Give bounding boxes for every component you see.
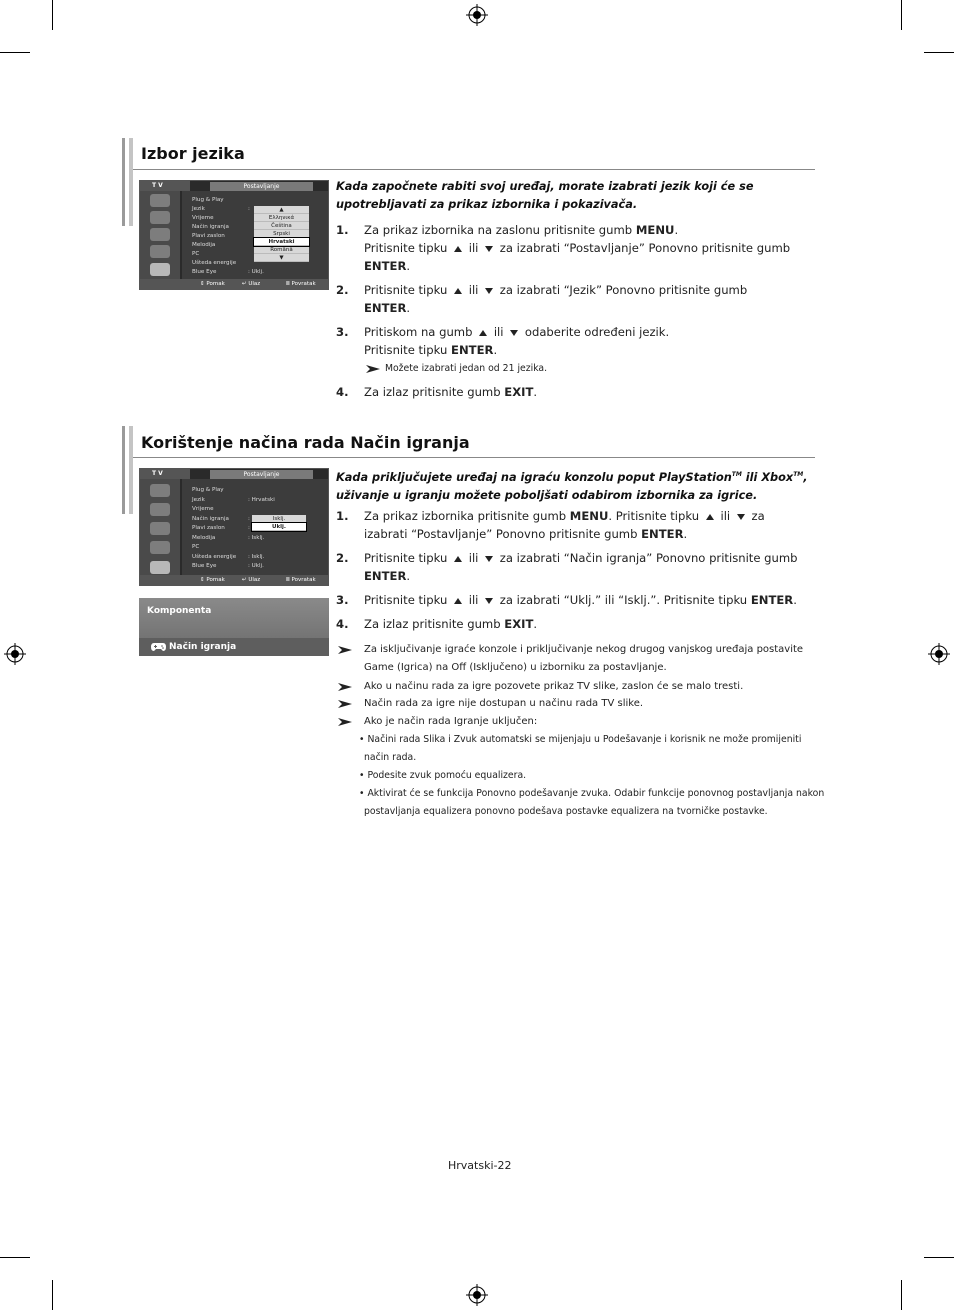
osd-row-label: Ušteda energije	[192, 260, 237, 266]
source-panel-title: Komponenta	[147, 606, 212, 616]
sound-icon	[150, 503, 170, 516]
bullet-text: • Aktivirat će se funkcija Ponovno podešavanje zvuka. Odabir funkcije ponovnog postavljanja nakon	[359, 788, 825, 799]
arrow-up-icon	[454, 556, 462, 562]
osd-menu-row	[192, 250, 199, 259]
osd-sidebar	[140, 191, 180, 281]
osd-row-label: PC	[192, 544, 200, 550]
step-text-line: Za izlaz pritisnite gumb EXIT.	[364, 385, 538, 399]
step-text-line: ENTER.	[364, 301, 411, 315]
bullet-text: • Načini rada Slika i Zvuk automatski se mijenjaju u Podešavanje i korisnik ne može promijeniti	[359, 734, 802, 745]
note-arrow-icon	[338, 716, 354, 734]
osd-menu-row	[192, 268, 264, 277]
osd-footer-move: ⇕ Pomak	[200, 281, 225, 287]
osd-row-label: Vrijeme	[192, 215, 214, 221]
step-text-line: Pritisnite tipku ili za izabrati “Postavljanje” Ponovno pritisnite gumb	[364, 241, 791, 255]
section-intro	[336, 178, 754, 214]
game-mode-dropdown	[252, 515, 306, 531]
note-arrow-icon	[338, 681, 354, 699]
arrow-down-icon	[737, 514, 745, 520]
osd-row-label: PC	[192, 251, 200, 257]
arrow-down-icon	[510, 330, 518, 336]
osd-footer-move: ⇕ Pomak	[200, 577, 225, 583]
osd-menu-row	[192, 562, 264, 571]
trademark: TM	[793, 471, 804, 478]
osd-menu-row	[192, 496, 275, 505]
registration-mark-icon	[466, 1284, 488, 1306]
osd-footer	[140, 575, 328, 585]
section-intro	[336, 466, 808, 505]
step-number: 1.	[336, 223, 349, 237]
setup-gear-icon	[150, 561, 170, 574]
step-text-line: Za prikaz izbornika na zaslonu pritisnite gumb MENU.	[364, 223, 679, 237]
osd-menu-row	[192, 259, 236, 268]
section-title: Korištenje načina rada Način igranja	[141, 433, 470, 452]
osd-row-label: Vrijeme	[192, 506, 214, 512]
registration-mark-icon	[4, 643, 26, 665]
dropdown-option: Uklj.	[252, 523, 306, 531]
osd-row-label: Plug & Play	[192, 487, 224, 493]
arrow-up-icon	[454, 246, 462, 252]
picture-icon	[150, 484, 170, 497]
osd-menu-row	[192, 196, 224, 205]
step-number: 3.	[336, 325, 349, 339]
button-name: ENTER	[451, 343, 494, 357]
note-text: Game (Igrica) na Off (Isključeno) u izborniku za postavljanje.	[364, 662, 667, 673]
osd-menu-row	[192, 553, 265, 562]
dropdown-option: Ελληνικά	[254, 214, 309, 222]
section-rule	[133, 457, 815, 458]
arrow-up-icon	[706, 514, 714, 520]
step-number: 3.	[336, 593, 349, 607]
dropdown-option: Srpski	[254, 230, 309, 238]
button-name: EXIT	[504, 385, 534, 399]
button-name: ENTER	[364, 301, 407, 315]
dropdown-option: Română	[254, 246, 309, 254]
osd-footer-enter: ↵ Ulaz	[242, 281, 261, 287]
dropdown-option: Isklj.	[252, 515, 306, 523]
arrow-up-icon	[454, 288, 462, 294]
osd-menu-row	[192, 534, 265, 543]
osd-menu-row	[192, 232, 225, 241]
section-rule	[133, 169, 815, 170]
dropdown-option: ▲	[254, 206, 309, 214]
note-text: Način rada za igre nije dostupan u načinu rada TV slike.	[364, 698, 644, 709]
input-icon	[150, 245, 170, 258]
step-text-line: Pritisnite tipku ili za izabrati “Način igranja” Ponovno pritisnite gumb	[364, 551, 798, 565]
source-panel-bar	[139, 638, 329, 656]
sub-note	[366, 360, 547, 378]
osd-menu-row	[192, 486, 224, 495]
registration-mark-icon	[928, 643, 950, 665]
note-arrow-icon	[338, 698, 354, 716]
note-text: Ako je način rada Igranje uključen:	[364, 716, 538, 727]
osd-menu-row	[192, 241, 215, 250]
page-number: Hrvatski-22	[448, 1159, 512, 1172]
dropdown-option: ▼	[254, 254, 309, 262]
step-text-line: Za prikaz izbornika pritisnite gumb MENU. Pritisnite tipku ili za	[364, 509, 765, 523]
intro-line: Kada započnete rabiti svoj uređaj, morate izabrati jezik koji će se	[336, 180, 754, 193]
language-dropdown	[254, 206, 309, 262]
osd-row-value: :	[248, 206, 250, 212]
step-number: 1.	[336, 509, 349, 523]
setup-gear-icon	[150, 263, 170, 276]
button-name: ENTER	[364, 569, 407, 583]
button-name: EXIT	[504, 617, 534, 631]
intro-line: upotrebljavati za prikaz izbornika i pokazivača.	[336, 198, 638, 211]
osd-menu-row	[192, 515, 250, 524]
dropdown-option: Hrvatski	[254, 238, 309, 246]
osd-row-label: Ušteda energije	[192, 553, 237, 560]
osd-menu-game-mode	[139, 468, 329, 586]
channel-icon	[150, 228, 170, 241]
osd-row-value: :	[248, 515, 250, 522]
channel-icon	[150, 522, 170, 535]
bullet-text: • Podesite zvuk pomoću equalizera.	[359, 770, 527, 781]
osd-menu-language	[139, 180, 329, 290]
step-number: 2.	[336, 283, 349, 297]
step-text-line: Pritisnite tipku ili za izabrati “Jezik” Ponovno pritisnite gumb	[364, 283, 748, 297]
osd-sidebar	[140, 479, 180, 577]
step-number: 4.	[336, 385, 349, 399]
osd-footer	[140, 279, 328, 289]
button-name: ENTER	[641, 527, 684, 541]
step-text-line: Pritisnite tipku ili za izabrati “Uklj.” ili “Isklj.”. Pritisnite tipku ENTER.	[364, 593, 797, 607]
osd-row-label: Način igranja	[192, 224, 229, 230]
osd-row-value: : Uklj.	[248, 269, 264, 275]
osd-tv-label: T V	[140, 181, 190, 191]
source-panel-label: Način igranja	[169, 642, 237, 652]
note-arrow-icon	[366, 364, 382, 374]
button-name: ENTER	[364, 259, 407, 273]
osd-row-value: : Isklj.	[248, 553, 265, 560]
note-arrow-icon	[338, 644, 354, 662]
button-name: MENU	[569, 509, 609, 523]
gamepad-icon	[151, 642, 166, 652]
osd-row-label: Jezik	[192, 206, 205, 212]
osd-menu-row	[192, 543, 199, 552]
intro-line: uživanje u igranju možete poboljšati odabirom izbornika za igrice.	[336, 488, 758, 502]
section-marker	[129, 426, 133, 514]
section-marker	[122, 426, 125, 514]
osd-footer-back: Ⅲ Povratak	[286, 577, 316, 583]
section-title: Izbor jezika	[141, 144, 245, 163]
osd-row-label: Način igranja	[192, 515, 229, 522]
step-text-line: Za izlaz pritisnite gumb EXIT.	[364, 617, 538, 631]
step-text-line: Pritisnite tipku ENTER.	[364, 343, 498, 357]
arrow-down-icon	[485, 556, 493, 562]
osd-title: Postavljanje	[210, 182, 313, 191]
osd-row-label: Plavi zaslon	[192, 233, 225, 239]
osd-footer-enter: ↵ Ulaz	[242, 577, 261, 583]
osd-row-label: Plavi zaslon	[192, 525, 225, 531]
arrow-down-icon	[485, 246, 493, 252]
arrow-down-icon	[485, 598, 493, 604]
osd-row-value: : Hrvatski	[248, 496, 275, 503]
osd-row-label: Jezik	[192, 496, 205, 503]
section-marker	[122, 138, 125, 226]
osd-menu-row	[192, 205, 250, 214]
step-number: 4.	[336, 617, 349, 631]
osd-tv-label: T V	[140, 469, 190, 479]
sub-note-text: Možete izabrati jedan od 21 jezika.	[384, 363, 548, 374]
arrow-up-icon	[479, 330, 487, 336]
arrow-down-icon	[485, 288, 493, 294]
osd-row-label: Blue Eye	[192, 563, 217, 569]
bullet-text: postavljanja equalizera ponovno podešava postavke equalizera na tvorničke postavke.	[364, 806, 768, 817]
step-text-line: Pritiskom na gumb ili odaberite određeni jezik.	[364, 325, 670, 339]
osd-row-value: :	[248, 525, 250, 531]
registration-mark-icon	[466, 4, 488, 26]
dropdown-option: Čeština	[254, 222, 309, 230]
osd-row-label: Melodija	[192, 534, 216, 541]
osd-menu-row	[192, 505, 214, 514]
osd-row-label: Plug & Play	[192, 197, 224, 203]
osd-menu-row	[192, 214, 214, 223]
osd-title: Postavljanje	[210, 470, 313, 479]
note-text: Ako u načinu rada za igre pozovete prikaz TV slike, zaslon će se malo tresti.	[364, 681, 744, 692]
osd-row-label: Melodija	[192, 242, 216, 248]
sound-icon	[150, 211, 170, 224]
input-icon	[150, 541, 170, 554]
trademark: TM	[731, 471, 742, 478]
osd-footer-back: Ⅲ Povratak	[286, 281, 316, 287]
button-name: ENTER	[750, 593, 794, 607]
osd-menu-row	[192, 223, 229, 232]
step-text-line: izabrati “Postavljanje” Ponovno pritisnite gumb ENTER.	[364, 527, 688, 541]
picture-icon	[150, 194, 170, 207]
bullet-text: način rada.	[364, 752, 417, 763]
section-marker	[129, 138, 133, 226]
osd-row-value: : Isklj.	[248, 534, 265, 541]
arrow-up-icon	[454, 598, 462, 604]
step-text-line: ENTER.	[364, 569, 411, 583]
source-panel	[139, 598, 329, 656]
osd-row-label: Blue Eye	[192, 269, 217, 275]
step-text-line: ENTER.	[364, 259, 411, 273]
note-text: Za isključivanje igraće konzole i priključivanje nekog drugog vanjskog uređaja postavite	[364, 644, 804, 655]
step-number: 2.	[336, 551, 349, 565]
intro-line: Kada priključujete uređaj na igraću konzolu poput PlayStation™ ili Xbox™,	[336, 470, 808, 484]
osd-menu-row	[192, 524, 250, 533]
button-name: MENU	[635, 223, 675, 237]
osd-row-value: : Uklj.	[248, 563, 264, 569]
